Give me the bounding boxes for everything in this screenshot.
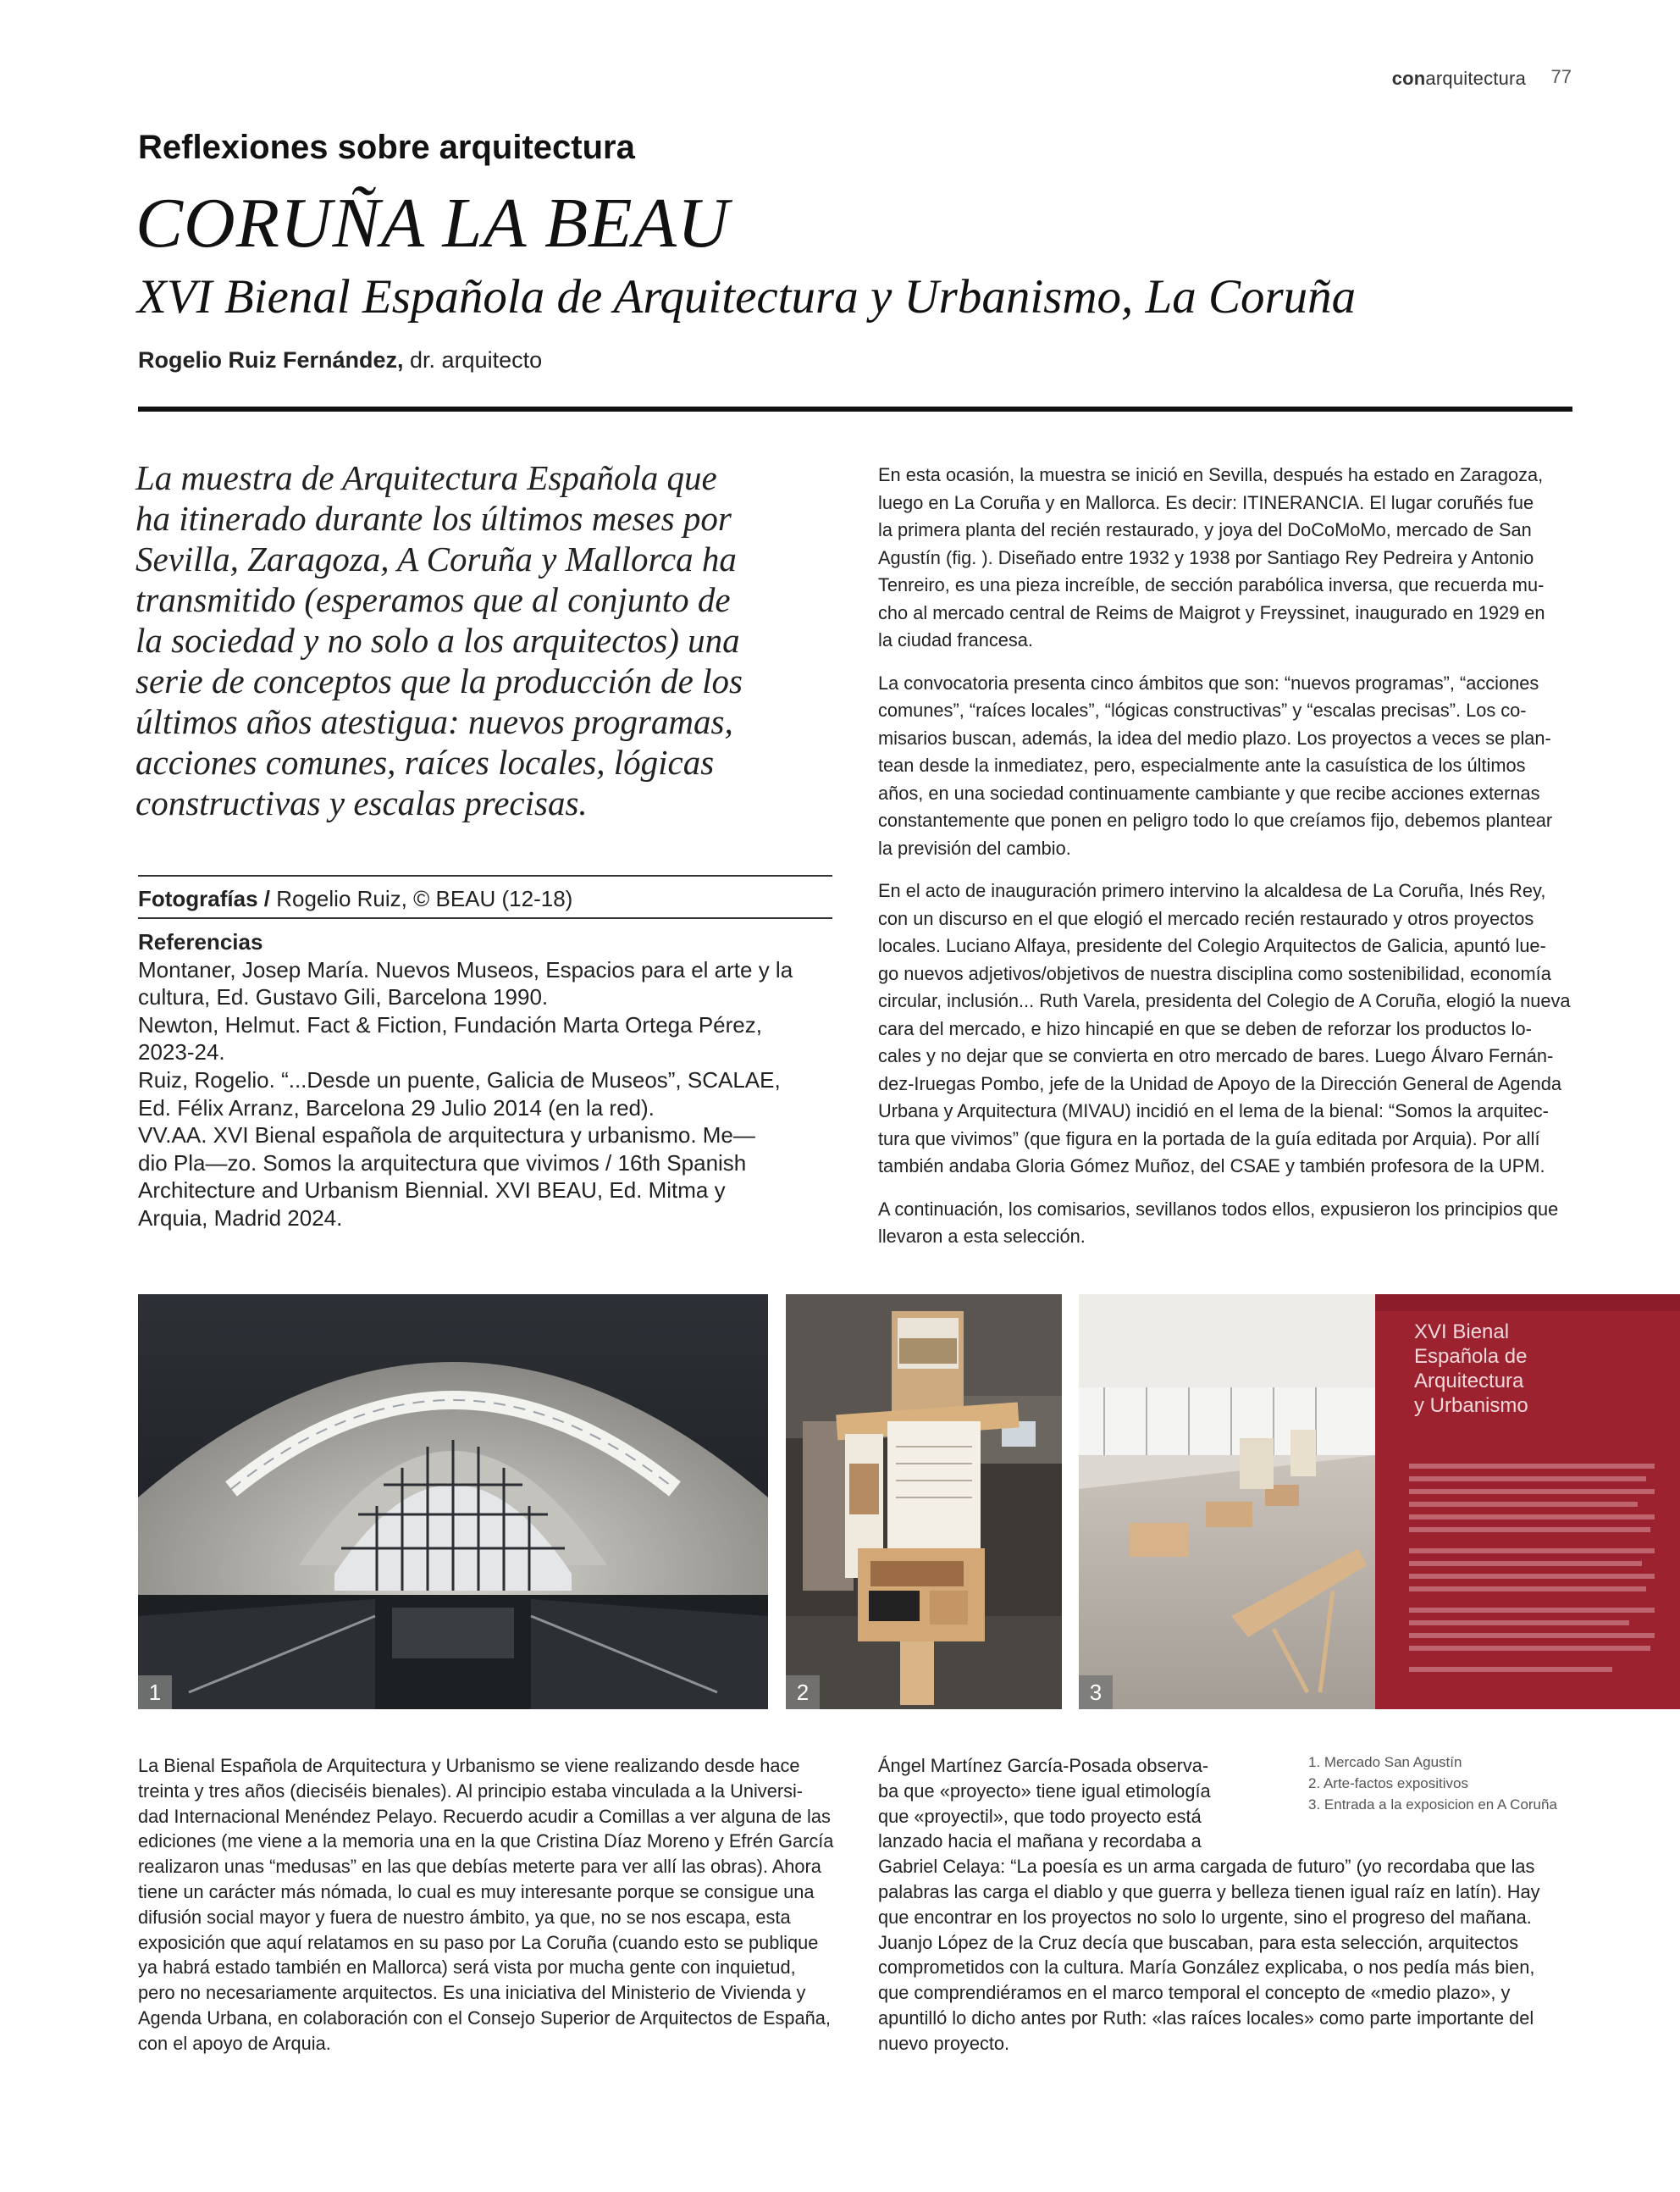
reference-line: Montaner, Josep María. Nuevos Museos, Espacios para el arte y la [138,956,793,983]
lead-line: la sociedad y no solo a los arquitectos) una [135,621,740,660]
body-right-column [878,462,1572,1251]
magazine-brand: conarquitectura [1391,68,1526,89]
figure-captions [1308,1752,1557,1815]
lead-line: constructivas y escalas precisas. [135,783,588,822]
references-heading: Referencias [138,929,263,955]
text-line: En esta ocasión, la muestra se inició en Sevilla, después ha estado en Zaragoza, [878,464,1544,485]
reference-line: dio Pla—zo. Somos la arquitectura que vivimos / 16th Spanish [138,1149,747,1176]
reference-line: 2023-24. [138,1039,225,1066]
text-line: Agenda Urbana, en colaboración con el Consejo Superior de Arquitectos de España, [138,2007,831,2029]
text-line: la ciudad francesa. [878,629,1033,650]
reference-line: Newton, Helmut. Fact & Fiction, Fundación Marta Ortega Pérez, [138,1011,762,1038]
figure-2-photo [786,1294,1062,1709]
text-line: cara del mercado, e hizo hincapié en que se deben de reforzar los productos lo- [878,1017,1532,1039]
text-line: constantemente que ponen en peligro todo lo que creíamos fijo, debemos plantear [878,810,1553,831]
caption-line: 2. Arte-factos expositivos [1308,1775,1468,1791]
text-line: lanzado hacia el mañana y recordaba a [878,1830,1202,1852]
article-subtitle: XVI Bienal Española de Arquitectura y Urbanismo, La Coruña [137,270,1357,324]
figure-2-number: 2 [786,1675,820,1709]
text-line: Ángel Martínez García-Posada observa- [878,1755,1209,1776]
text-line: apuntilló lo dicho antes por Ruth: «las raíces locales» como parte importante del [878,2007,1534,2029]
text-line: La Bienal Española de Arquitectura y Urbanismo se viene realizando desde hace [138,1755,800,1776]
text-line: cho al mercado central de Reims de Maigrot y Freyssinet, inaugurado en 1929 en [878,601,1545,623]
text-line: difusión social mayor y fuera de nuestro ámbito, ya que, no se nos escapa, esta [138,1906,791,1928]
text-line: pero no necesariamente arquitectos. Es una iniciativa del Ministerio de Vivienda y [138,1982,806,2004]
reference-line: Ed. Félix Arranz, Barcelona 29 Julio 2014 (en la red). [138,1094,655,1121]
text-line: dad Internacional Menéndez Pelayo. Recuerdo acudir a Comillas a ver alguna de las [138,1805,831,1827]
text-line: Gabriel Celaya: “La poesía es un arma cargada de futuro” (yo recordaba que las [878,1856,1535,1878]
text-line: llevaron a esta selección. [878,1226,1086,1247]
caption-line: 1. Mercado San Agustín [1308,1754,1462,1770]
lead-line: últimos años atestigua: nuevos programas, [135,702,733,741]
text-line: cales y no dejar que se convierta en otro mercado de bares. Luego Álvaro Fernán- [878,1045,1554,1066]
text-line: luego en La Coruña y en Mallorca. Es decir: ITINERANCIA. El lugar coruñés fue [878,491,1534,513]
figure-1-photo [138,1294,768,1709]
section-title: Reflexiones sobre arquitectura [138,129,635,166]
reference-line: Arquia, Madrid 2024. [138,1204,343,1231]
lead-line: Sevilla, Zaragoza, A Coruña y Mallorca ha [135,540,737,578]
body-bottom-left [138,1753,834,2056]
reference-line: Architecture and Urbanism Biennial. XVI BEAU, Ed. Mitma y [138,1177,726,1204]
text-line: ediciones (me viene a la memoria una en la que Cristina Díaz Moreno y Efrén García [138,1830,834,1852]
poster-text: XVI Bienal Española de Arquitectura y Urbanismo [1414,1320,1528,1417]
references [138,928,841,1232]
title-divider [138,407,1572,412]
text-line: también andaba Gloria Gómez Muñoz, del CSAE y también profesora de la UPM. [878,1155,1545,1176]
exhibition-hall-illustration [1079,1294,1680,1709]
lead-line: acciones comunes, raíces locales, lógicas [135,743,715,782]
reference-line: VV.AA. XVI Bienal española de arquitectura y urbanismo. Me— [138,1122,755,1149]
paragraph-convocatoria [878,670,1572,863]
text-line: la primera planta del recién restaurado, y joya del DoCoMoMo, mercado de San [878,519,1532,540]
lead-paragraph [135,457,813,823]
text-line: Tenreiro, es una pieza increíble, de sección parabólica inversa, que recuerda mu- [878,574,1545,595]
text-line: que «proyectil», que todo proyecto está [878,1805,1202,1827]
author-byline: Rogelio Ruiz Fernández, dr. arquitecto [138,347,543,373]
page-number: 77 [1550,66,1572,87]
text-line: tura que vivimos” (que figura en la portada de la guía editada por Arquia). Por allí [878,1127,1540,1149]
text-line: palabras las carga el diablo y que guerra y belleza tienen igual raíz en latín). Hay [878,1880,1540,1902]
market-vault-illustration [138,1294,768,1709]
reference-line: Ruiz, Rogelio. “...Desde un puente, Galicia de Museos”, SCALAE, [138,1066,781,1093]
paragraph-itinerancia [878,462,1572,655]
credits-top-rule [138,875,832,877]
text-line: Agustín (fig. ). Diseñado entre 1932 y 1938 por Santiago Rey Pedreira y Antonio [878,546,1534,568]
text-line: comprometidos con la cultura. María González explicaba, o nos pedía más bien, [878,1957,1535,1979]
figure-3-photo [1079,1294,1680,1709]
photo-credits: Fotografías / Rogelio Ruiz, © BEAU (12-18) [138,886,573,911]
lead-line: La muestra de Arquitectura Española que [135,458,717,497]
text-line: con el apoyo de Arquia. [138,2032,331,2054]
lead-line: serie de conceptos que la producción de los [135,661,743,700]
text-line: En el acto de inauguración primero intervino la alcaldesa de La Coruña, Inés Rey, [878,880,1546,901]
lead-line: transmitido (esperamos que al conjunto de [135,580,731,619]
paragraph-inauguracion [878,877,1572,1181]
text-line: la previsión del cambio. [878,837,1071,859]
text-line: Juanjo López de la Cruz decía que buscaban, para esta selección, arquitectos [878,1931,1519,1953]
text-line: go nuevos adjetivos/objetivos de nuestra disciplina como sostenibilidad, economía [878,962,1551,984]
text-line: con un discurso en el que elogió el mercado recién restaurado y otros proyectos [878,907,1534,929]
text-line: misarios buscan, además, la idea del medio plazo. Los proyectos a veces se plan- [878,727,1551,749]
text-line: circular, inclusión... Ruth Varela, presidenta del Colegio de A Coruña, elogió la nueva [878,990,1571,1011]
text-line: ya habrá estado también en Mallorca) será vista por mucha gente con inquietud, [138,1957,796,1979]
text-line: dez-Iruegas Pombo, jefe de la Unidad de Apoyo de la Dirección General de Agenda [878,1072,1562,1094]
caption-line: 3. Entrada a la exposicion en A Coruña [1308,1796,1557,1813]
text-line: nuevo proyecto. [878,2032,1010,2054]
reference-line: cultura, Ed. Gustavo Gili, Barcelona 1990. [138,984,549,1010]
text-line: realizaron unas “medusas” en las que debías meterte para ver allí las obras). Ahora [138,1856,821,1878]
text-line: años, en una sociedad continuamente cambiante y que recibe acciones externas [878,782,1540,804]
text-line: locales. Luciano Alfaya, presidente del Colegio Arquitectos de Galicia, apuntó lue- [878,935,1546,956]
credits-bottom-rule [138,917,832,919]
exhibit-stand-illustration [786,1294,1062,1709]
text-line: tean desde la inmediatez, pero, especialmente ante la casuística de los últimos [878,755,1526,776]
figure-3-number: 3 [1079,1675,1113,1709]
text-line: que comprendiéramos en el marco temporal el concepto de «medio plazo», y [878,1982,1511,2004]
text-line: La convocatoria presenta cinco ámbitos que son: “nuevos programas”, “acciones [878,672,1539,694]
paragraph-comisarios [878,1196,1572,1251]
text-line: que encontrar en los proyectos no solo lo urgente, sino el progreso del mañana. [878,1906,1532,1928]
lead-line: ha itinerado durante los últimos meses por [135,499,732,538]
text-line: treinta y tres años (dieciséis bienales). Al principio estaba vinculada a la Universi- [138,1780,804,1802]
text-line: exposición que aquí relatamos en su paso por La Coruña (cuando esto se publique [138,1931,819,1953]
text-line: comunes”, “raíces locales”, “lógicas constructivas” y “escalas precisas”. Los co- [878,700,1527,721]
text-line: Urbana y Arquitectura (MIVAU) incidió en el lema de la bienal: “Somos la arquitec- [878,1100,1549,1121]
text-line: ba que «proyecto» tiene igual etimología [878,1780,1211,1802]
text-line: A continuación, los comisarios, sevillanos todos ellos, expusieron los principios que [878,1198,1559,1220]
article-title: CORUÑA LA BEAU [135,184,730,263]
text-line: tiene un carácter más nómada, lo cual es muy interesante porque se consigue una [138,1880,815,1902]
figure-1-number: 1 [138,1675,172,1709]
